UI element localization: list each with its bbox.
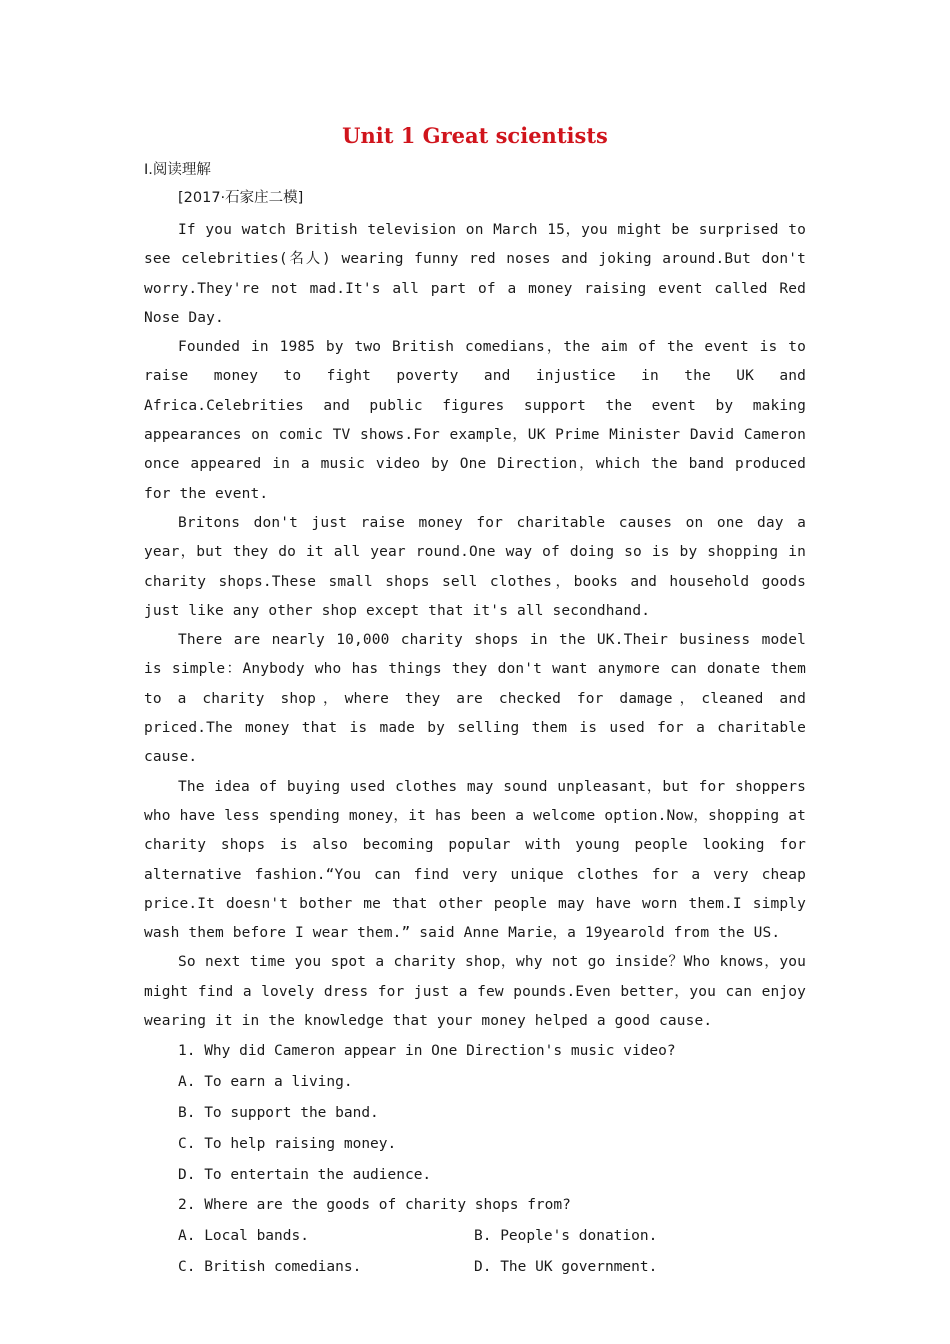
question-2-stem: 2. Where are the goods of charity shops from? <box>178 1197 571 1214</box>
question-2-option-d: D. The UK government. <box>474 1258 658 1275</box>
question-2-options-row-2 <box>178 1252 806 1283</box>
passage-paragraph-1: If you watch British television on March 15，you might be surprised to see celebrities(名人) wearing funny red noses and joking around.But don't worry.They're not mad.It's all part of a money raising event called Red Nose Day. <box>144 222 806 326</box>
passage-paragraph-4: There are nearly 10,000 charity shops in the UK.Their business model is simple：Anybody who has things they don't want anymore can donate them to a charity shop，where they are checked for damage，cleaned and priced.The money that is made by selling them is used for a charitable cause. <box>144 632 806 766</box>
source-citation: [2017·石家庄二模] <box>178 190 304 206</box>
question-2-options-row-1 <box>178 1221 806 1252</box>
question-2-option-c: C. British comedians. <box>178 1258 362 1275</box>
passage-paragraph-6: So next time you spot a charity shop，why not go inside？Who knows，you might find a lovely dress for just a few pounds.Even better，you can enjoy wearing it in the knowledge that your money helped a good cause. <box>144 954 806 1030</box>
question-2 <box>144 1190 806 1282</box>
reading-passage <box>144 216 806 1036</box>
question-1-option-c: C. To help raising money. <box>178 1135 397 1152</box>
passage-paragraph-5: The idea of buying used clothes may sound unpleasant，but for shoppers who have less spending money，it has been a welcome option.Now，shopping at charity shops is also becoming popular with young people looking for alternative fashion.“You can find very unique clothes for a very cheap price.It doesn't bother me that other people may have worn them.I simply wash them before I wear them.” said Anne Marie，a 19yearold from the US. <box>144 778 806 942</box>
passage-paragraph-3: Britons don't just raise money for charitable causes on one day a year，but they do it all year round.One way of doing so is by shopping in charity shops.These small shops sell clothes，books and household goods just like any other shop except that it's all secondhand. <box>144 514 806 619</box>
question-2-option-a: A. Local bands. <box>178 1228 309 1245</box>
question-1-option-b: B. To support the band. <box>178 1104 379 1121</box>
document-page <box>144 118 806 1283</box>
question-2-option-b: B. People's donation. <box>474 1228 658 1245</box>
section-heading: Ⅰ.阅读理解 <box>144 162 211 178</box>
document-title: Unit 1 Great scientists <box>342 123 608 148</box>
question-1 <box>144 1036 806 1190</box>
question-1-option-a: A. To earn a living. <box>178 1074 353 1091</box>
passage-paragraph-2: Founded in 1985 by two British comedians，the aim of the event is to raise money to fight poverty and injustice in the UK and Africa.Celebrities and public figures support the event by making appearances on comic TV shows.For example，UK Prime Minister David Cameron once appeared in a music video by One Direction，which the band produced for the event. <box>144 339 806 502</box>
question-1-stem: 1. Why did Cameron appear in One Direction's music video? <box>178 1043 676 1060</box>
question-1-option-d: D. To entertain the audience. <box>178 1166 432 1183</box>
